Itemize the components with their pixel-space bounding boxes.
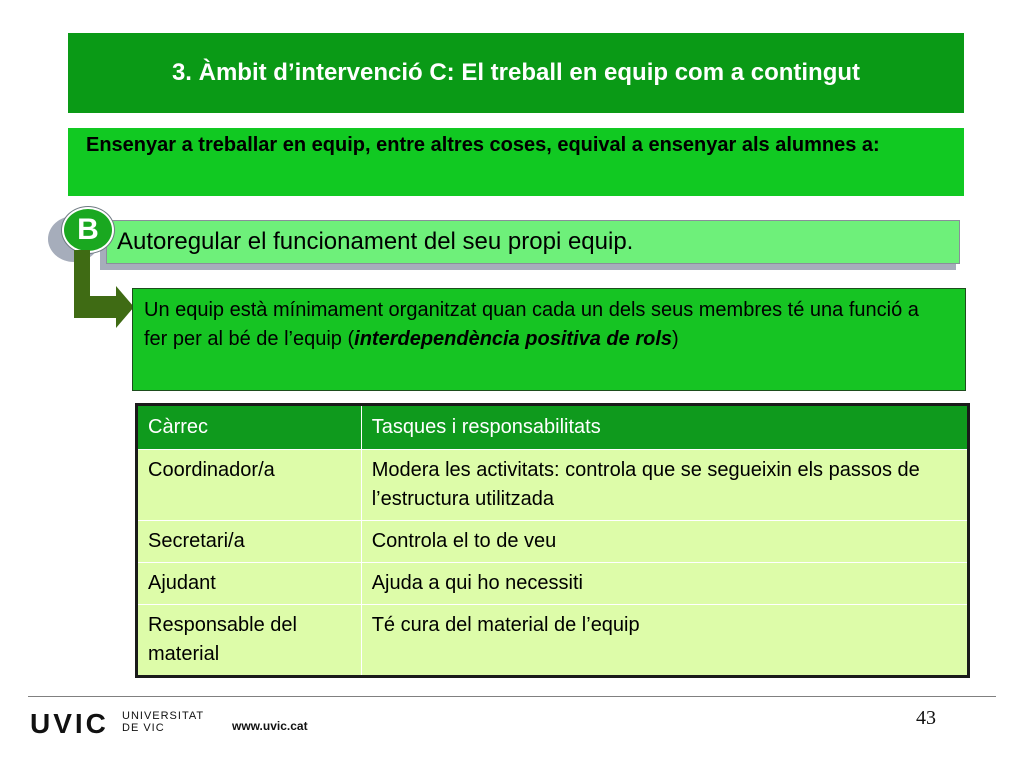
- badge: [62, 207, 114, 253]
- website-link[interactable]: www.uvic.cat: [232, 719, 308, 733]
- info-emphasis: interdependència positiva de rols: [354, 328, 673, 350]
- table-row: [137, 563, 969, 605]
- uvic-logo: UVIC: [30, 708, 109, 739]
- info-text: Un equip està mínimament organitzat quan cada un dels seus membres té una funció a fer per al bé de l’equip (: [144, 299, 919, 350]
- roles-table: [135, 403, 970, 678]
- table-cell-role: Coordinador/a: [137, 450, 362, 521]
- badge-letter: B: [77, 213, 99, 246]
- table-cell-tasks: Controla el to de veu: [361, 521, 968, 563]
- info-box: [132, 288, 966, 391]
- table-header-cell: Càrrec: [137, 405, 362, 450]
- table-row: [137, 521, 969, 563]
- table-row: [137, 450, 969, 521]
- logo-line-2: DE VIC: [122, 722, 165, 734]
- table-cell-tasks: Modera les activitats: controla que se segueixin els passos de l’estructura utilitzada: [361, 450, 968, 521]
- table-cell-role: Ajudant: [137, 563, 362, 605]
- info-paragraph: [144, 296, 934, 354]
- slide-title-bar: [68, 33, 964, 113]
- table-cell-tasks: Té cura del material de l’equip: [361, 605, 968, 677]
- logo-line-1: UNIVERSITAT: [122, 710, 205, 722]
- table-header-cell: Tasques i responsabilitats: [361, 405, 968, 450]
- footer-divider: [28, 696, 996, 697]
- table-cell-role: Secretari/a: [137, 521, 362, 563]
- info-close: ): [672, 328, 679, 350]
- uvic-logo-text: [122, 710, 204, 734]
- subtitle-text: Ensenyar a treballar en equip, entre altres coses, equival a ensenyar als alumnes a:: [86, 134, 880, 156]
- page-number: 43: [916, 707, 936, 729]
- table-cell-role: Responsable del material: [137, 605, 362, 677]
- highlight-text: Autoregular el funcionament del seu propi equip.: [117, 228, 634, 255]
- table-row: [137, 605, 969, 677]
- highlight-box: [106, 220, 960, 264]
- table-cell-tasks: Ajuda a qui ho necessiti: [361, 563, 968, 605]
- table-header-row: [137, 405, 969, 450]
- subtitle-box: [68, 128, 964, 196]
- slide-title: 3. Àmbit d’intervenció C: El treball en equip com a contingut: [171, 59, 861, 86]
